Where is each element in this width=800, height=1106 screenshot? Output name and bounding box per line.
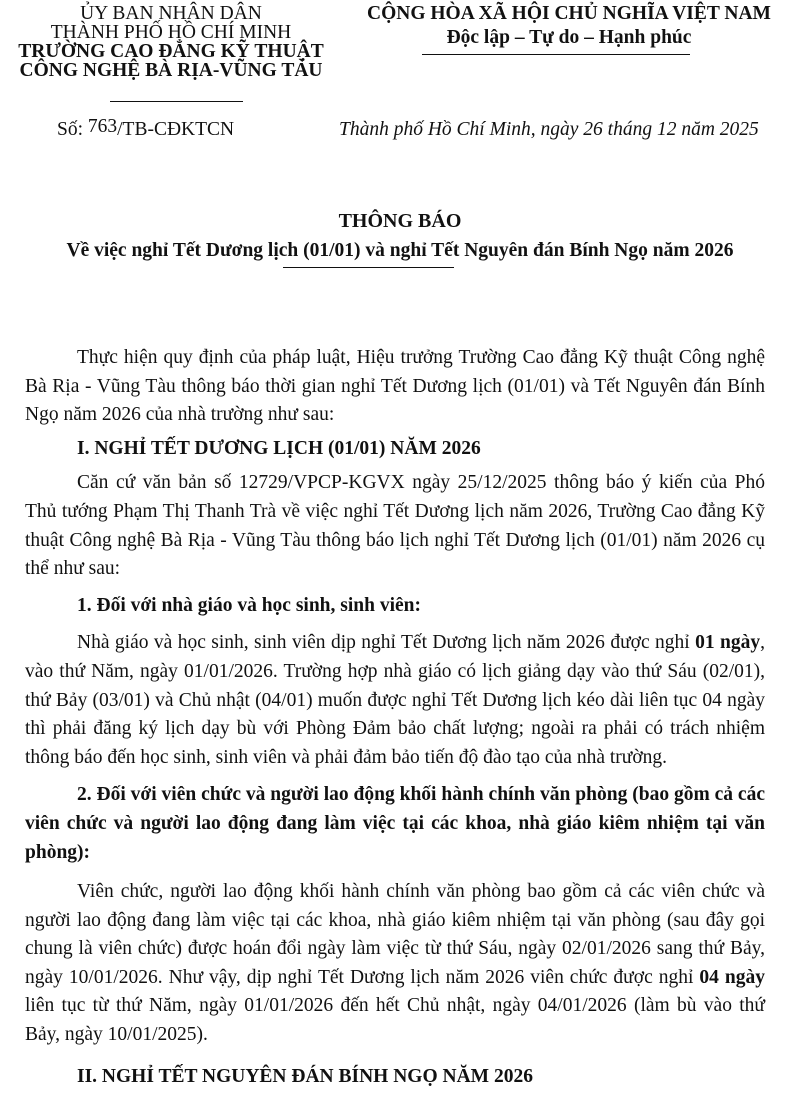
section-2-heading: II. NGHỈ TẾT NGUYÊN ĐÁN BÍNH NGỌ NĂM 2026 xyxy=(77,1065,533,1087)
subsection-2-paragraph xyxy=(25,878,765,1050)
notice-body xyxy=(25,344,765,1091)
document-number-suffix: /TB-CĐKTCN xyxy=(117,119,235,140)
national-motto-block xyxy=(338,4,800,47)
subsection-2-text-b: liên tục từ thứ Năm, ngày 01/01/2026 đến hết Chủ nhật, ngày 04/01/2026 (làm bù vào thứ Bảy, ngày 10/01/2025). xyxy=(25,995,765,1046)
issuer-line-2: THÀNH PHỐ HỒ CHÍ MINH xyxy=(50,22,292,43)
subsection-1-text-b: , vào thứ Năm, ngày 01/01/2026. Trường hợp nhà giáo có lịch giảng dạy vào thứ Sáu (02/01), thứ Bảy (03/01) và Chủ nhật (04/01) muốn được nghỉ Tết Dương lịch kéo dài liên tục 04 ngày thì phải đăng ký lịch dạy bù với Phòng Đảm bảo chất lượng; ngoài ra phải có trách nhiệm thông báo đến học sinh, sinh viên và phải đảm bảo tiến độ đào tạo của nhà trường. xyxy=(25,632,765,768)
issuer-line-4: CÔNG NGHỆ BÀ RỊA-VŨNG TÀU xyxy=(19,60,323,81)
section-1-paragraph: Căn cứ văn bản số 12729/VPCP-KGVX ngày 25/12/2025 thông báo ý kiến của Phó Thủ tướng Phạm Thị Thanh Trà về việc nghỉ Tết Dương lịch năm 2026, Trường Cao đẳng Kỹ thuật Công nghệ Bà Rịa - Vũng Tàu thông báo lịch nghỉ Tết Dương lịch (01/01) năm 2026 cụ thể như sau: xyxy=(25,472,765,580)
issuer-block xyxy=(0,4,342,80)
subsection-1-heading: 1. Đối với nhà giáo và học sinh, sinh viên: xyxy=(77,594,422,616)
title-underline xyxy=(283,267,454,268)
subsection-2-text-a: Viên chức, người lao động khối hành chính văn phòng bao gồm cả các viên chức và người lao động đang làm việc tại các khoa, nhà giáo kiêm nhiệm tại văn phòng (sau đây gọi chung là viên chức) được hoán đổi ngày làm việc từ thứ Sáu, ngày 02/01/2026 sang thứ Bảy, ngày 10/01/2026. Như vậy, dịp nghỉ Tết Dương lịch năm 2026 viên chức được nghỉ xyxy=(25,881,765,988)
document-number-value: 763 xyxy=(87,116,118,137)
document-number xyxy=(57,116,235,140)
intro-paragraph: Thực hiện quy định của pháp luật, Hiệu trưởng Trường Cao đẳng Kỹ thuật Công nghệ Bà Rịa - Vũng Tàu thông báo thời gian nghỉ Tết Dương lịch (01/01) và Tết Nguyên đán Bính Ngọ năm 2026 của nhà trường như sau: xyxy=(25,347,765,426)
subsection-1-paragraph xyxy=(25,629,765,772)
section-1-heading: I. NGHỈ TẾT DƯƠNG LỊCH (01/01) NĂM 2026 xyxy=(77,437,481,459)
notice-subtitle: Về việc nghỉ Tết Dương lịch (01/01) và nghỉ Tết Nguyên đán Bính Ngọ năm 2026 xyxy=(66,240,734,261)
motto: Độc lập – Tự do – Hạnh phúc xyxy=(446,27,692,48)
notice-title: THÔNG BÁO xyxy=(338,210,462,232)
subsection-2-heading: 2. Đối với viên chức và người lao động khối hành chính văn phòng (bao gồm cả các viên chức và người lao động đang làm việc tại các khoa, nhà giáo kiêm nhiệm tại văn phòng): xyxy=(25,784,765,863)
country-name: CỘNG HÒA XÃ HỘI CHỦ NGHĨA VIỆT NAM xyxy=(367,3,771,24)
issuer-line-3: TRƯỜNG CAO ĐẲNG KỸ THUẬT xyxy=(18,41,324,62)
subsection-1-text-a: Nhà giáo và học sinh, sinh viên dịp nghỉ Tết Dương lịch năm 2026 được nghỉ xyxy=(77,632,696,654)
subsection-1-emphasis: 01 ngày xyxy=(695,632,761,654)
issuer-line-1: ỦY BAN NHÂN DÂN xyxy=(80,3,262,24)
issuer-underline xyxy=(110,101,243,102)
motto-underline xyxy=(422,54,690,55)
subsection-2-emphasis: 04 ngày xyxy=(699,966,765,988)
place-and-date: Thành phố Hồ Chí Minh, ngày 26 tháng 12 năm 2025 xyxy=(339,119,759,140)
document-number-prefix: Số: xyxy=(57,119,84,140)
